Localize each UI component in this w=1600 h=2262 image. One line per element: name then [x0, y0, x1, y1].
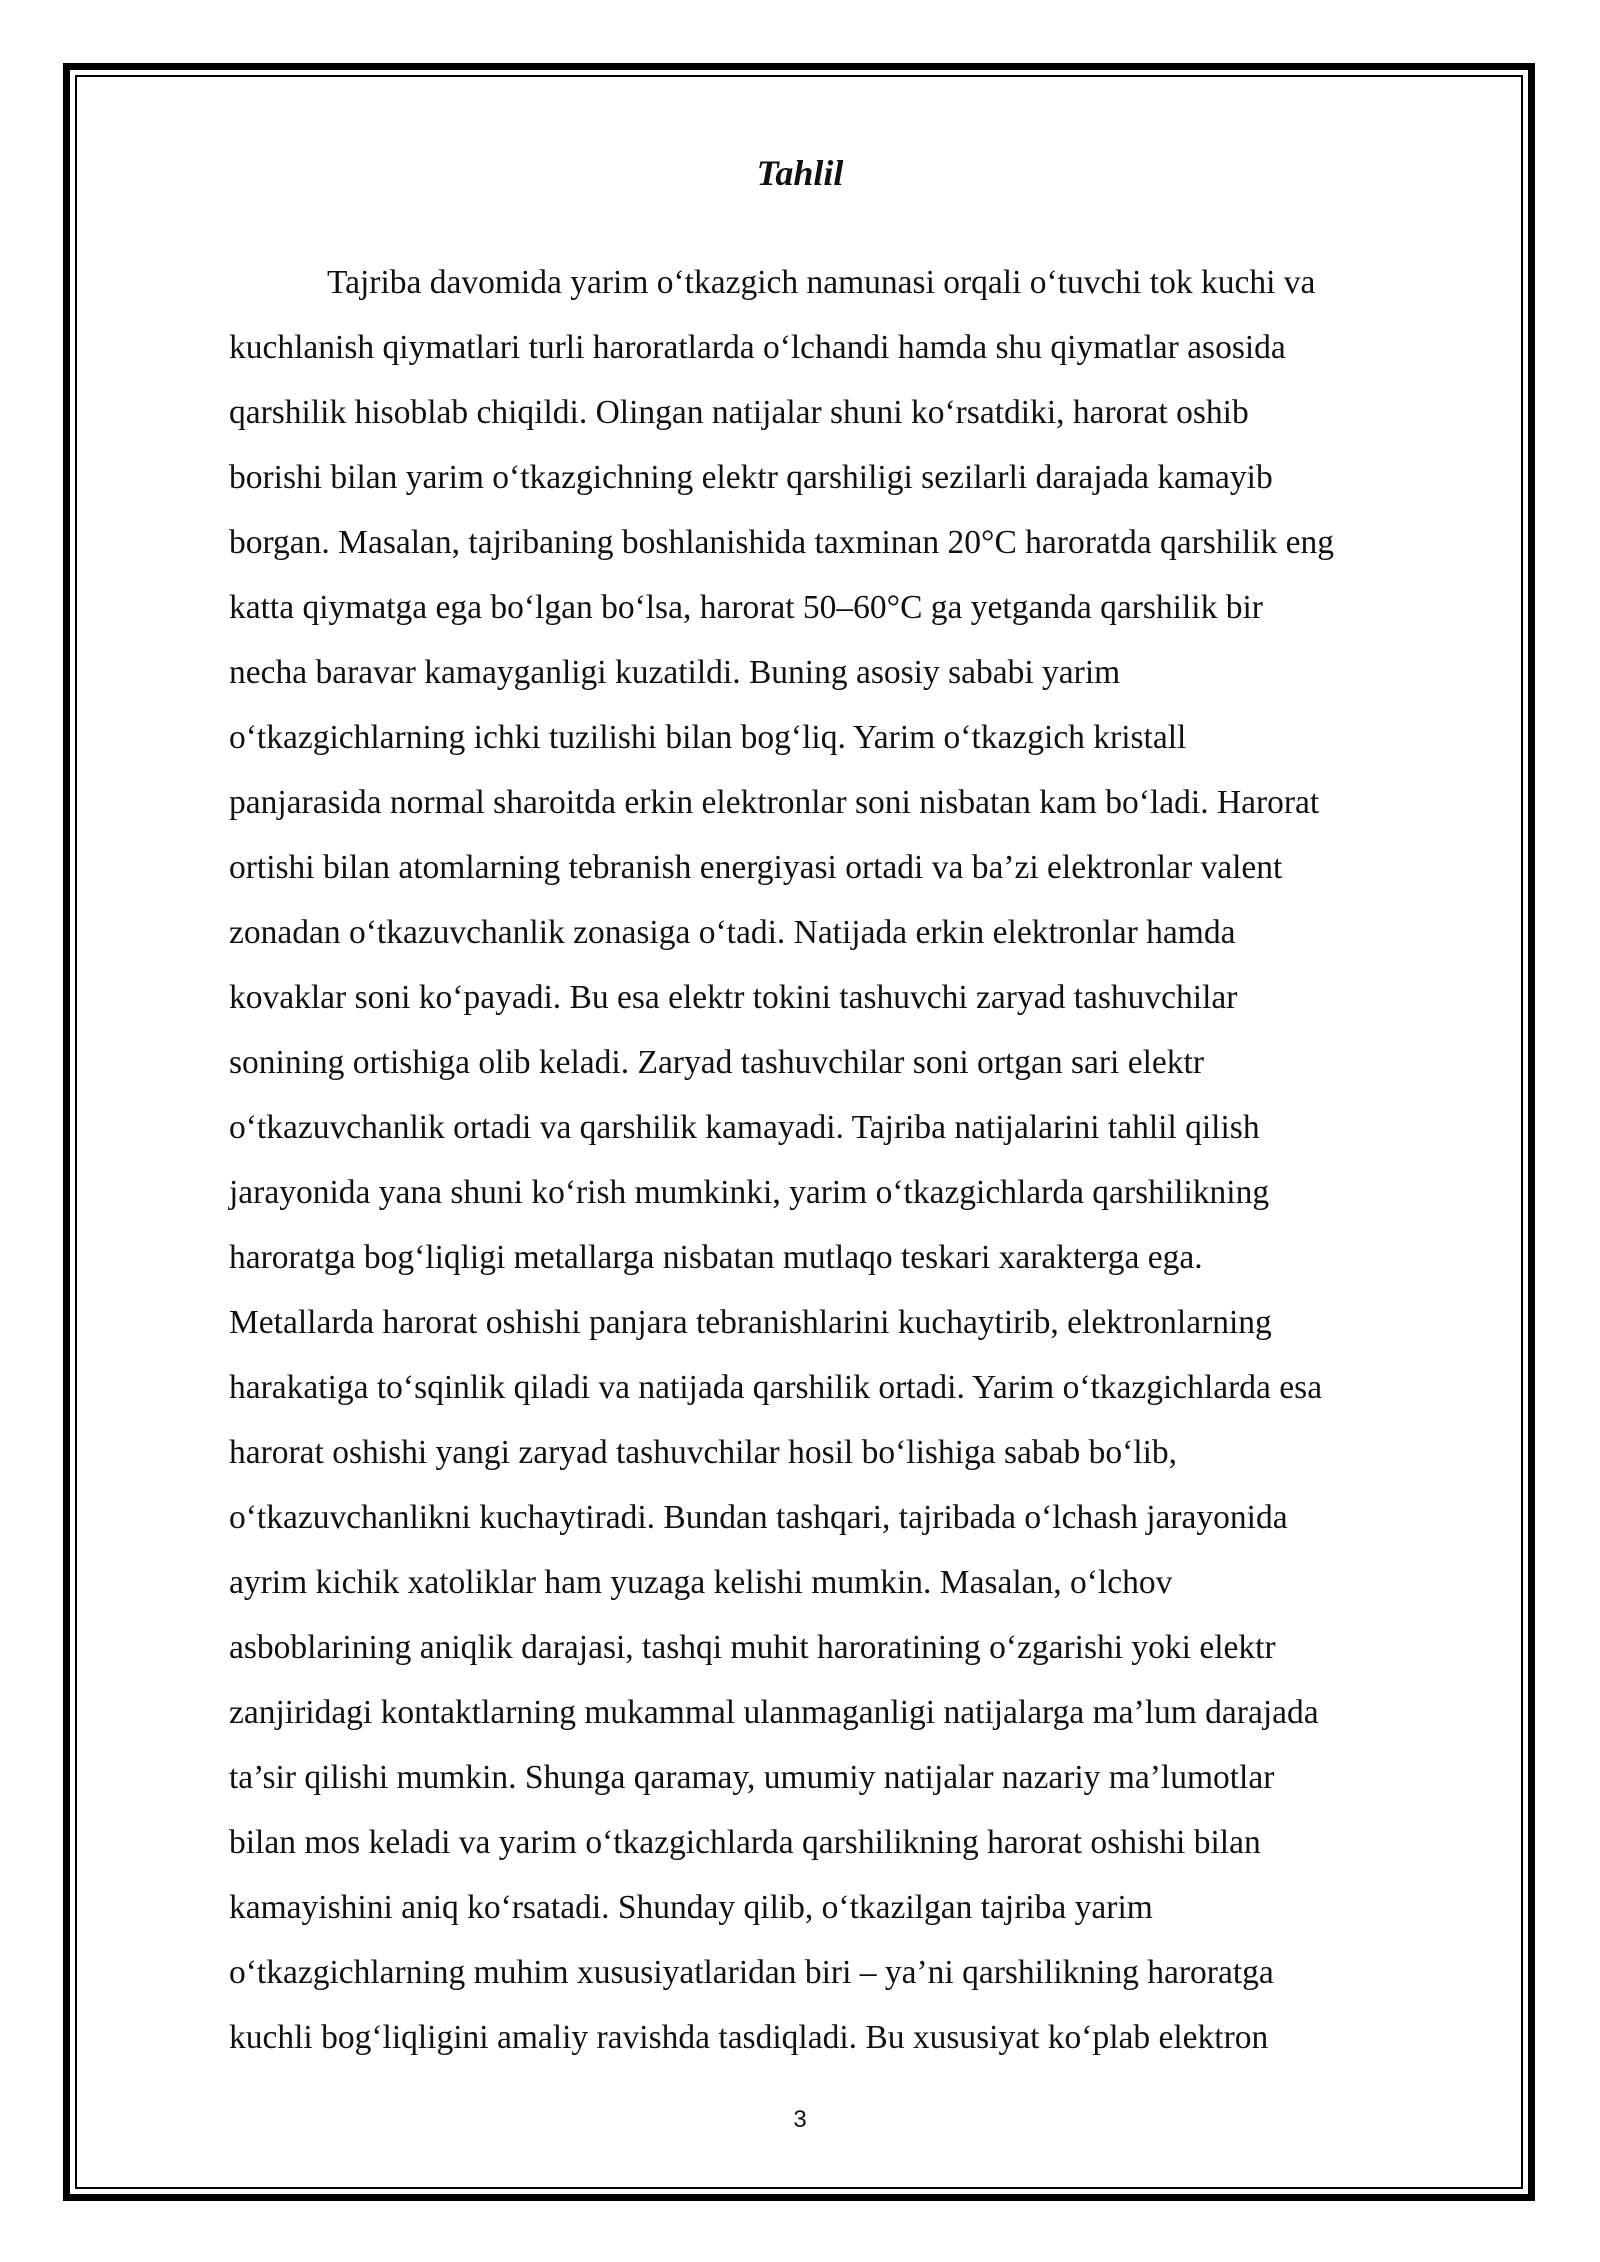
- text-line: asboblarining aniqlik darajasi, tashqi muhit haroratining o‘zgarishi yoki elektr: [229, 1629, 1276, 1666]
- body-paragraph: [229, 250, 1479, 2070]
- text-line: harakatiga to‘sqinlik qiladi va natijada qarshilik ortadi. Yarim o‘tkazgichlarda esa: [229, 1369, 1323, 1406]
- text-line: panjarasida normal sharoitda erkin elektronlar soni nisbatan kam bo‘ladi. Harorat: [229, 784, 1320, 821]
- text-line: o‘tkazgichlarning muhim xususiyatlaridan biri – ya’ni qarshilikning haroratga: [229, 1954, 1274, 1991]
- text-line: borishi bilan yarim o‘tkazgichning elektr qarshiligi sezilarli darajada kamayib: [229, 459, 1273, 496]
- text-line: bilan mos keladi va yarim o‘tkazgichlarda qarshilikning harorat oshishi bilan: [229, 1824, 1261, 1861]
- text-line: ta’sir qilishi mumkin. Shunga qaramay, umumiy natijalar nazariy ma’lumotlar: [229, 1759, 1275, 1796]
- page-number: 3: [793, 2106, 807, 2133]
- text-line: borgan. Masalan, tajribaning boshlanishida taxminan 20°C haroratda qarshilik eng: [229, 524, 1334, 561]
- text-line: kuchli bog‘liqligini amaliy ravishda tasdiqladi. Bu xususiyat ko‘plab elektron: [229, 2019, 1269, 2056]
- text-line: ortishi bilan atomlarning tebranish energiyasi ortadi va ba’zi elektronlar valent: [229, 849, 1283, 886]
- text-line: kamayishini aniq ko‘rsatadi. Shunday qilib, o‘tkazilgan tajriba yarim: [229, 1889, 1153, 1926]
- text-line: Metallarda harorat oshishi panjara tebranishlarini kuchaytirib, elektronlarning: [229, 1304, 1272, 1341]
- text-line: o‘tkazgichlarning ichki tuzilishi bilan bog‘liq. Yarim o‘tkazgich kristall: [229, 719, 1187, 756]
- section-title: Tahlil: [756, 153, 844, 193]
- text-line: o‘tkazuvchanlikni kuchaytiradi. Bundan tashqari, tajribada o‘lchash jarayonida: [229, 1499, 1288, 1536]
- text-line: Tajriba davomida yarim o‘tkazgich namunasi orqali o‘tuvchi tok kuchi va: [327, 264, 1316, 301]
- text-line: katta qiymatga ega bo‘lgan bo‘lsa, harorat 50–60°C ga yetganda qarshilik bir: [229, 589, 1263, 626]
- text-line: kuchlanish qiymatlari turli haroratlarda o‘lchandi hamda shu qiymatlar asosida: [229, 329, 1286, 366]
- text-line: necha baravar kamayganligi kuzatildi. Buning asosiy sababi yarim: [229, 654, 1121, 691]
- text-line: kovaklar soni ko‘payadi. Bu esa elektr tokini tashuvchi zaryad tashuvchilar: [229, 979, 1238, 1016]
- text-line: jarayonida yana shuni ko‘rish mumkinki, yarim o‘tkazgichlarda qarshilikning: [229, 1174, 1270, 1211]
- text-line: zonadan o‘tkazuvchanlik zonasiga o‘tadi. Natijada erkin elektronlar hamda: [229, 914, 1236, 951]
- text-line: ayrim kichik xatoliklar ham yuzaga kelishi mumkin. Masalan, o‘lchov: [229, 1564, 1173, 1601]
- text-line: zanjiridagi kontaktlarning mukammal ulanmaganligi natijalarga ma’lum darajada: [229, 1694, 1319, 1731]
- text-line: qarshilik hisoblab chiqildi. Olingan natijalar shuni ko‘rsatdiki, harorat oshib: [229, 394, 1249, 431]
- text-line: haroratga bog‘liqligi metallarga nisbatan mutlaqo teskari xarakterga ega.: [229, 1239, 1203, 1276]
- text-line: o‘tkazuvchanlik ortadi va qarshilik kamayadi. Tajriba natijalarini tahlil qilish: [229, 1109, 1260, 1146]
- text-line: sonining ortishiga olib keladi. Zaryad tashuvchilar soni ortgan sari elektr: [229, 1044, 1204, 1081]
- text-line: harorat oshishi yangi zaryad tashuvchilar hosil bo‘lishiga sabab bo‘lib,: [229, 1434, 1178, 1471]
